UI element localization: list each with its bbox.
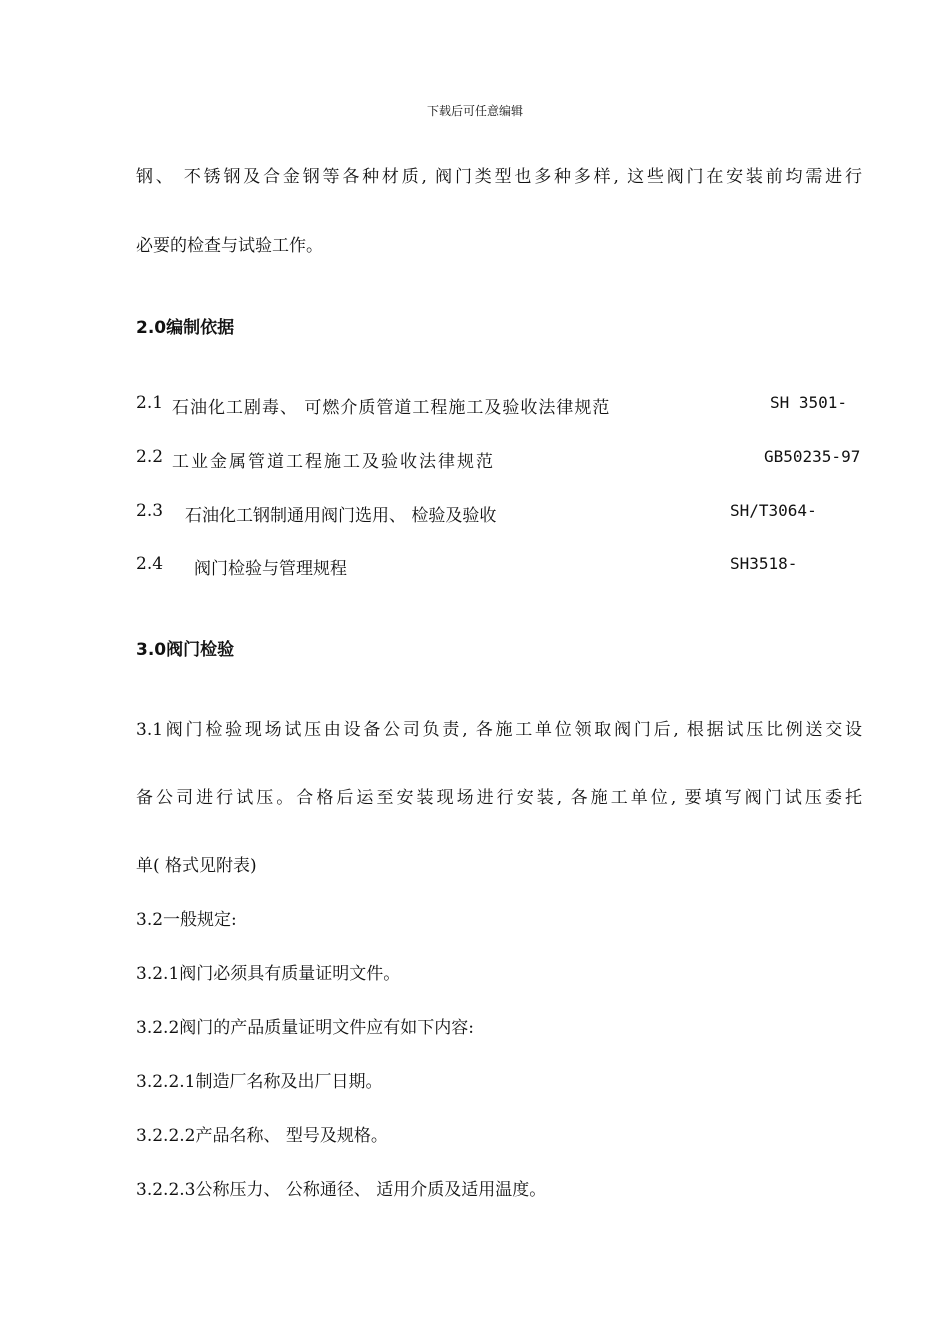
section-3-heading: 3.0阀门检验 xyxy=(136,640,235,660)
paragraph-3-2-2-2: 3.2.2.2产品名称、 型号及规格。 xyxy=(136,1126,388,1146)
reference-code: SH 3501- xyxy=(770,393,848,412)
reference-code: SH/T3064- xyxy=(730,501,817,520)
reference-number: 2.2 xyxy=(136,447,164,467)
reference-code: SH3518- xyxy=(730,554,798,573)
paragraph-3-1-line-3: 单( 格式见附表) xyxy=(136,856,257,876)
paragraph-3-1-line-2: 备公司进行试压。合格后运至安装现场进行安装, 各施工单位, 要填写阀门试压委托 xyxy=(136,788,862,808)
paragraph-3-2-2: 3.2.2阀门的产品质量证明文件应有如下内容: xyxy=(136,1018,474,1038)
reference-title: 石油化工剧毒、 可燃介质管道工程施工及验收法律规范 xyxy=(172,398,611,418)
paragraph-3-2-2-3: 3.2.2.3公称压力、 公称通径、 适用介质及适用温度。 xyxy=(136,1180,547,1200)
reference-title: 工业金属管道工程施工及验收法律规范 xyxy=(172,452,495,472)
paragraph-3-2-2-1: 3.2.2.1制造厂名称及出厂日期。 xyxy=(136,1072,383,1092)
reference-title: 石油化工钢制通用阀门选用、 检验及验收 xyxy=(185,506,497,526)
intro-line-2: 必要的检查与试验工作。 xyxy=(136,236,323,256)
paragraph-3-1-line-1: 3.1阀门检验现场试压由设备公司负责, 各施工单位领取阀门后, 根据试压比例送交设 xyxy=(136,720,862,740)
reference-code: GB50235-97 xyxy=(764,447,861,466)
intro-line-1: 钢、 不锈钢及合金钢等各种材质, 阀门类型也多种多样, 这些阀门在安装前均需进行 xyxy=(136,167,862,187)
reference-number: 2.3 xyxy=(136,501,164,521)
section-2-heading: 2.0编制依据 xyxy=(136,318,235,338)
reference-number: 2.4 xyxy=(136,554,164,574)
paragraph-3-2-1: 3.2.1阀门必须具有质量证明文件。 xyxy=(136,964,401,984)
paragraph-3-2: 3.2一般规定: xyxy=(136,910,237,930)
reference-title: 阀门检验与管理规程 xyxy=(194,559,347,579)
page-header-note: 下载后可任意编辑 xyxy=(426,104,523,118)
reference-number: 2.1 xyxy=(136,393,164,413)
